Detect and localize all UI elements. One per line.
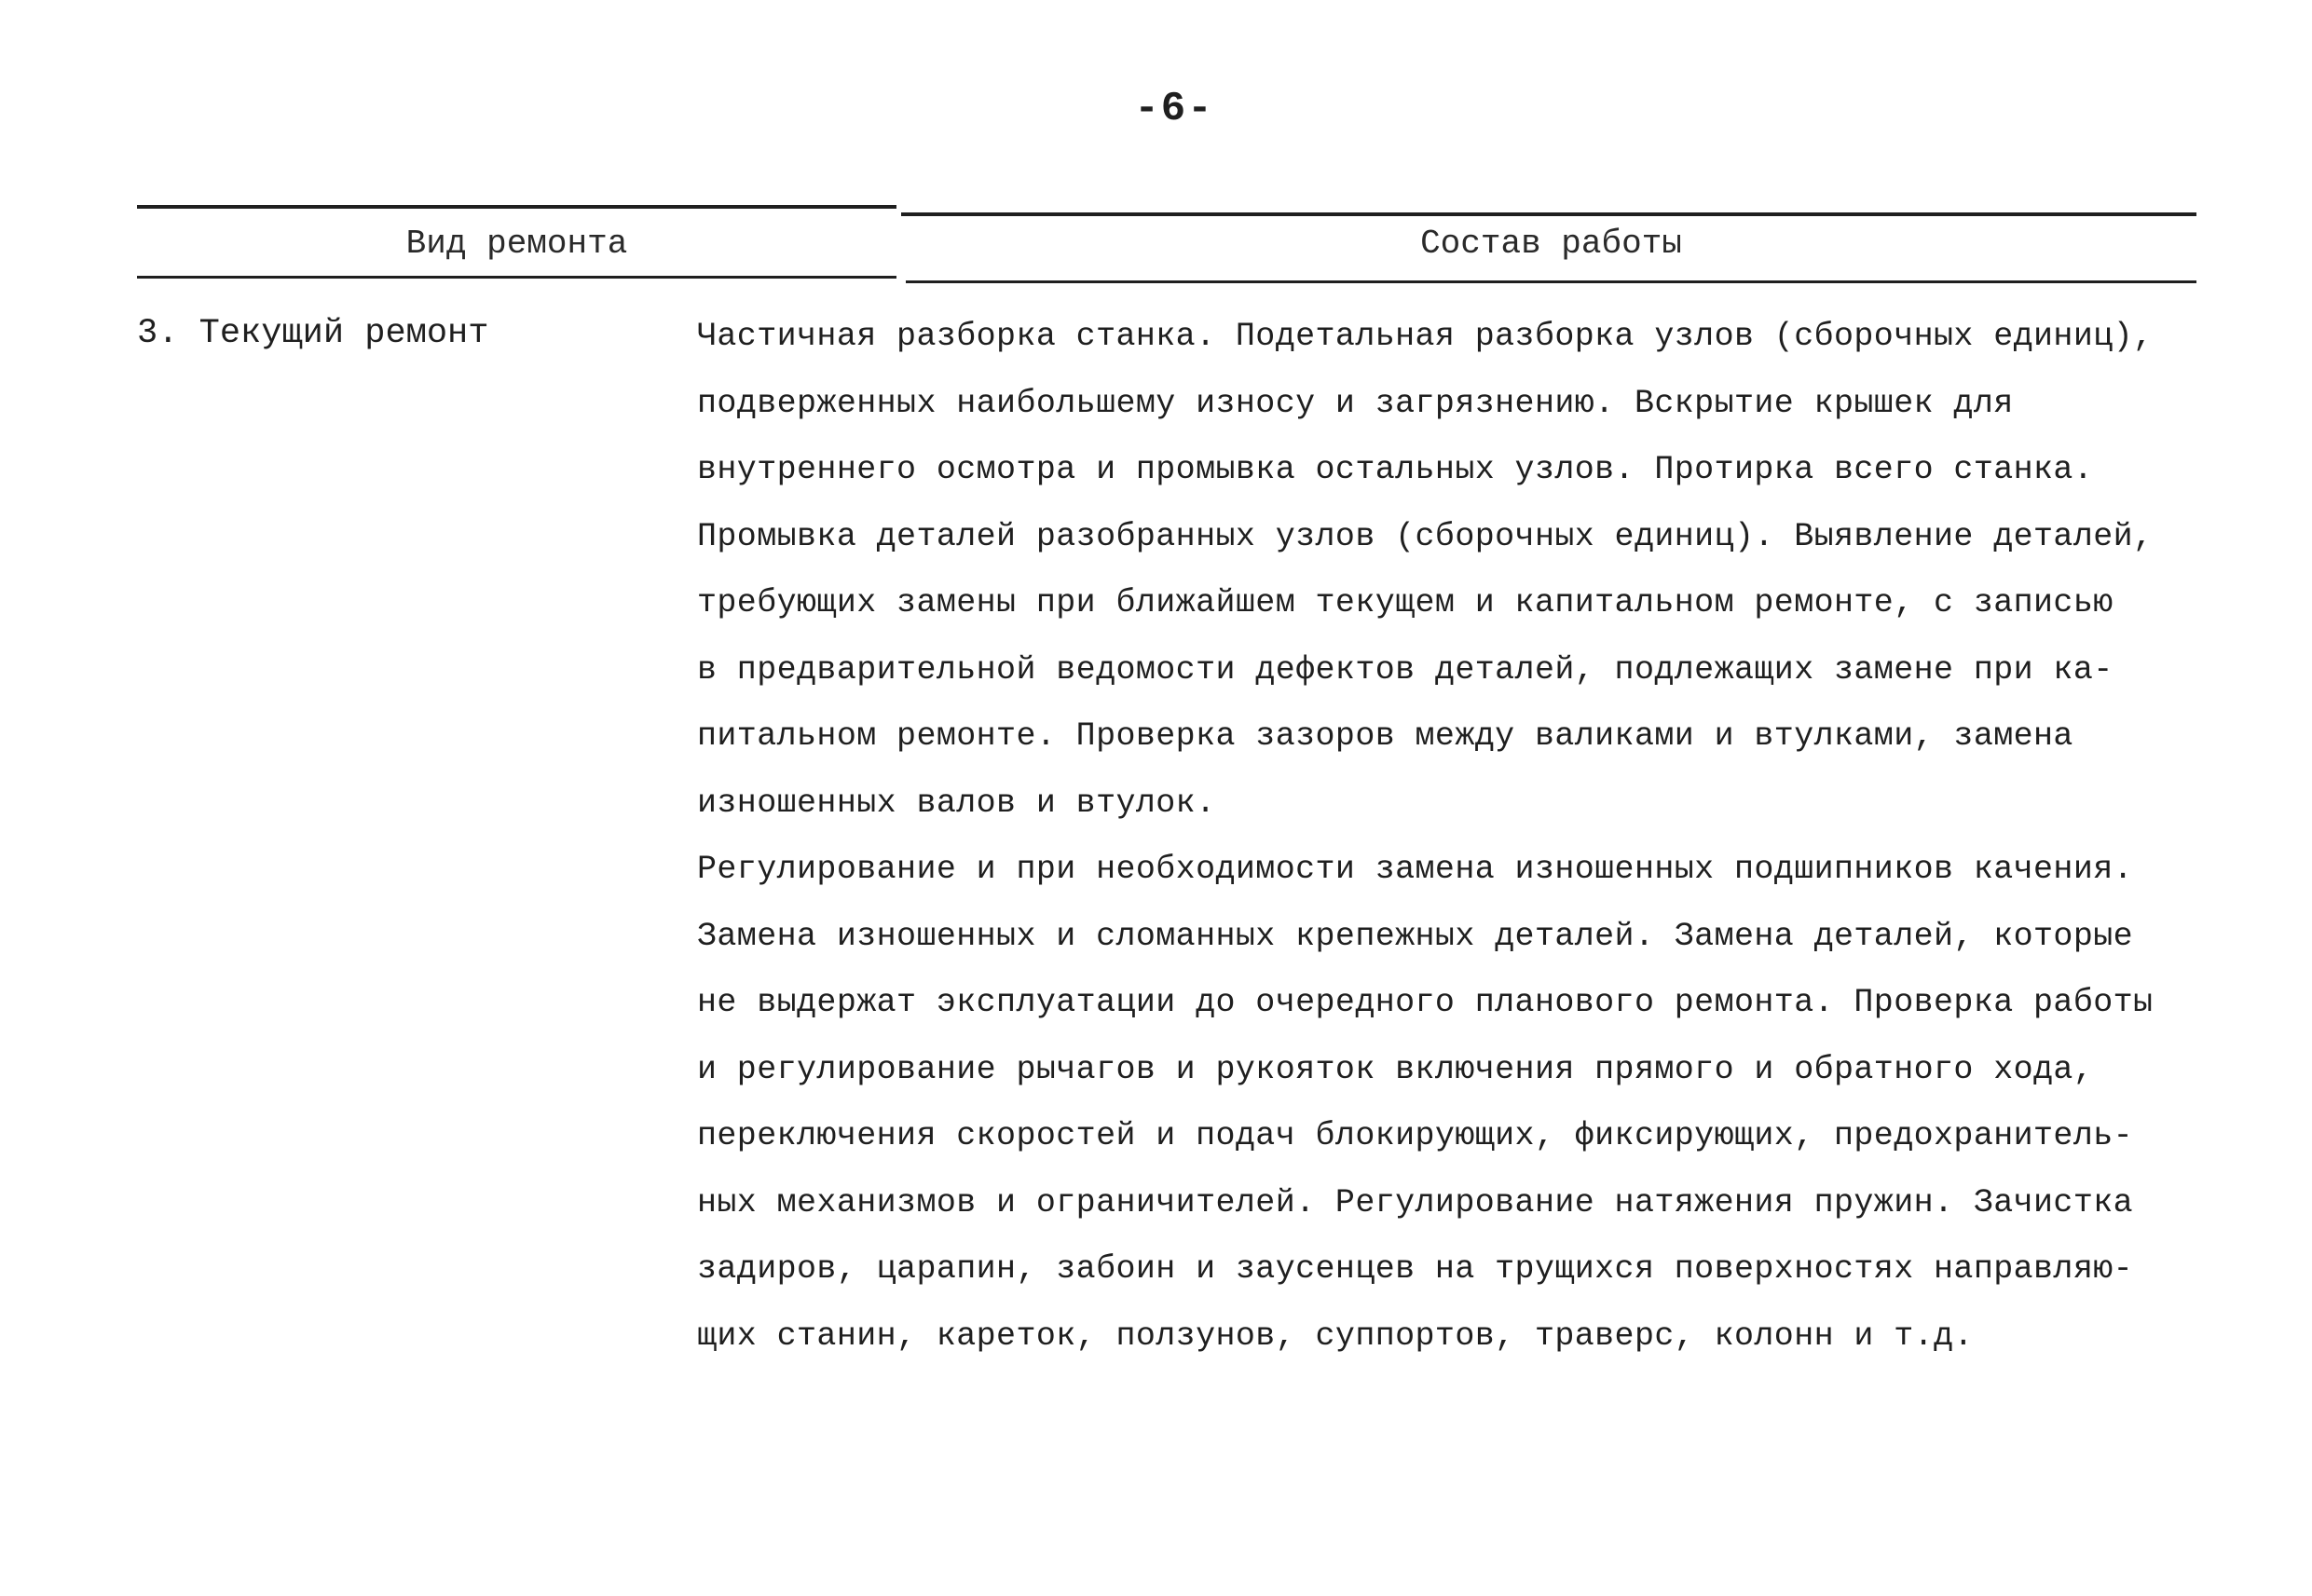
work-content-line: и регулирование рычагов и рукояток включения прямого и обратного хода,	[697, 1050, 2094, 1088]
work-content-cell	[697, 304, 2207, 1370]
work-content-line: внутреннего осмотра и промывка остальных узлов. Протирка всего станка.	[697, 451, 2094, 488]
work-content-line: Частичная разборка станка. Подетальная разборка узлов (сборочных единиц),	[697, 318, 2154, 355]
work-content-line: Регулирование и при необходимости замена изношенных подшипников качения.	[697, 851, 2134, 888]
work-content-line: щих станин, кареток, ползунов, суппортов, траверс, колонн и т.д.	[697, 1316, 1974, 1355]
work-content-line: Замена изношенных и сломанных крепежных деталей. Замена деталей, которые	[697, 917, 2134, 955]
work-content-line: изношенных валов и втулок.	[697, 784, 1216, 822]
work-content-line: требующих замены при ближайшем текущем и капитальном ремонте, с записью	[697, 584, 2114, 621]
work-content-line: не выдержат эксплуатации до очередного планового ремонта. Проверка работы	[697, 984, 2154, 1021]
work-content-line: питальном ремонте. Проверка зазоров между валиками и втулками, замена	[697, 717, 2073, 755]
work-content-line: Промывка деталей разобранных узлов (сборочных единиц). Выявление деталей,	[697, 517, 2154, 555]
work-content-line: переключения скоростей и подач блокирующих, фиксирующих, предохранитель-	[697, 1117, 2134, 1154]
header-rule-right	[906, 280, 2196, 283]
column-header-repair-type: Вид ремонта	[405, 225, 628, 263]
header-rule-left	[137, 276, 896, 279]
work-content-line: в предварительной ведомости дефектов деталей, подлежащих замене при ка-	[697, 650, 2114, 689]
page-number: -6-	[1134, 86, 1214, 132]
work-content-line: задиров, царапин, забоин и заусенцев на трущихся поверхностях направляю-	[697, 1250, 2134, 1288]
work-content-line: ных механизмов и ограничителей. Регулирование натяжения пружин. Зачистка	[697, 1183, 2134, 1221]
table-top-rule-left	[137, 205, 896, 209]
repair-type-cell: 3. Текущий ремонт	[137, 314, 489, 353]
column-header-work-content: Состав работы	[1420, 225, 1682, 263]
work-content-line: подверженных наибольшему износу и загрязнению. Вскрытие крышек для	[697, 384, 2014, 422]
